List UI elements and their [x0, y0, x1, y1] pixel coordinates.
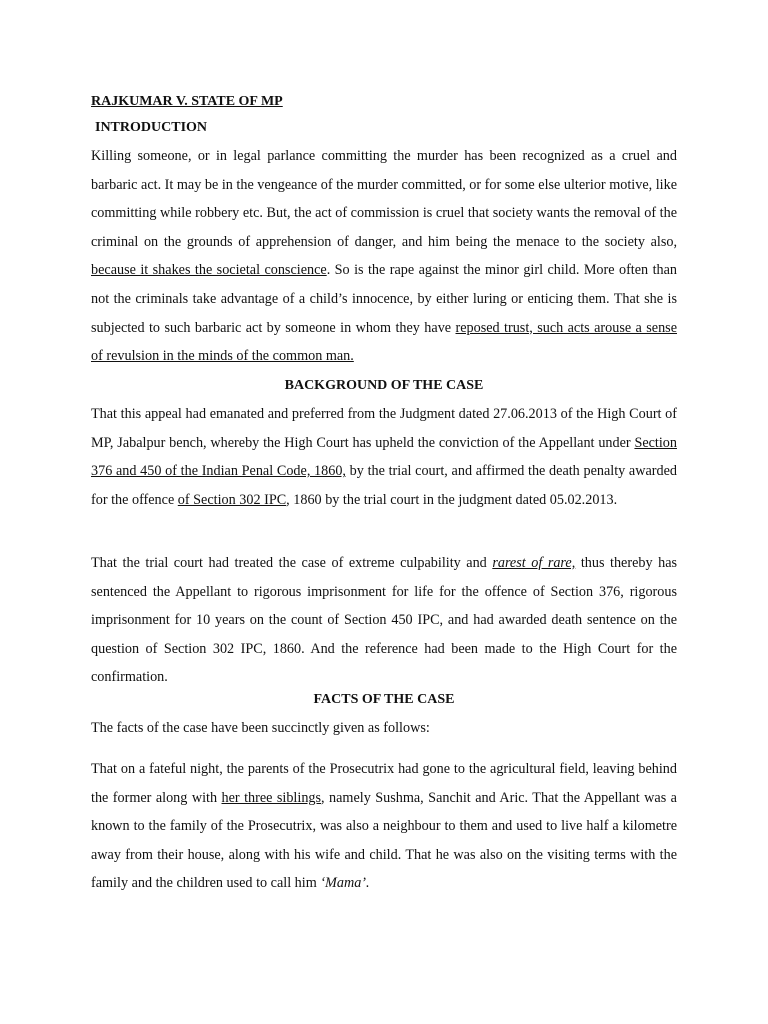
intro-text-1: Killing someone, or in legal parlance committing the murder has been recognized as a cruel and barbaric act. It may be in the vengeance of the murder committed, or for some else ulterior motive, like committing while robbery etc. But, the act of commission is cruel that society wants the removal of the criminal on the grounds of apprehension of danger, and him being the menace to the society also,	[91, 148, 677, 250]
facts-underlined: her three siblings	[221, 789, 322, 806]
bg2-underlined-italic: rarest of rare,	[492, 555, 576, 571]
bg-underlined-1: Section 376 and 450 of the Indian Penal Code, 1860,	[91, 434, 677, 480]
intro-underlined-2: reposed trust, such acts arouse a sense of revulsion in the minds of the common man.	[91, 319, 677, 365]
bg2-text-2: thus thereby has sentenced the Appellant to rigorous imprisonment for life for the offence of Section 376, rigorous imprisonment for 10 years on the count of Section 450 IPC, and had awarded death sentence on the question of Section 302 IPC, 1860. And the reference had been made to the High Court for the confirmation.	[91, 555, 678, 686]
background-paragraph-2	[91, 549, 677, 692]
facts-heading: FACTS OF THE CASE	[313, 692, 455, 707]
facts-text-1: That on a fateful night, the parents of the Prosecutrix had gone to the agricultural field, leaving behind the former along with	[91, 761, 677, 806]
facts-text-2: , namely Sushma, Sanchit and Aric. That the Appellant was a known to the family of the Prosecutrix, was also a neighbour to them and used to live half a kilometre away from their house, along with his wife and child. That he was also on the visiting terms with the family and the children used to call him	[91, 789, 677, 892]
facts-paragraph-2	[91, 755, 677, 898]
bg-text-1: That this appeal had emanated and preferred from the Judgment dated 27.06.2013 of the High Court of MP, Jabalpur bench, whereby the High Court has upheld the conviction of the Appellant under	[91, 406, 677, 451]
intro-underlined-1: because it shakes the societal conscience	[91, 262, 327, 279]
background-heading: BACKGROUND OF THE CASE	[284, 378, 484, 393]
facts-italic-mama: ‘Mama’.	[320, 875, 370, 892]
bg2-text-1: That the trial court had treated the case of extreme culpability and	[91, 555, 493, 571]
intro-text-2: . So is the rape against the minor girl child. More often than not the criminals take advantage of a child’s innocence, by either luring or enticing them. That she is subjected to such barbaric act by someone in whom they have	[91, 262, 677, 336]
introduction-paragraph	[91, 142, 677, 371]
bg-text-2: by the trial court, and affirmed the death penalty awarded for the offence	[91, 463, 677, 508]
facts-paragraph-1: The facts of the case have been succinctly given as follows:	[91, 720, 430, 736]
bg-text-3: , 1860 by the trial court in the judgment dated 05.02.2013.	[286, 491, 618, 508]
bg-underlined-2: of Section 302 IPC	[177, 491, 287, 508]
background-paragraph-1	[91, 400, 677, 514]
document-title: RAJKUMAR V. STATE OF MP	[91, 94, 283, 109]
introduction-heading: INTRODUCTION	[95, 120, 208, 135]
